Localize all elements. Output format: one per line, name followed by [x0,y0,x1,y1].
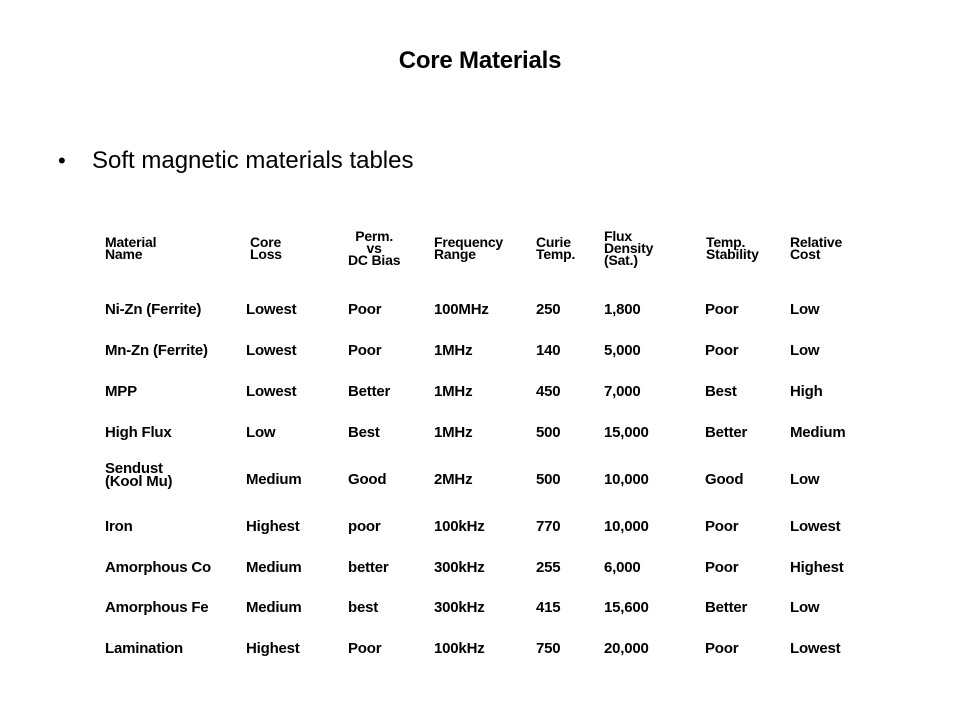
header-frequency-range [434,236,503,260]
cell-temp-stability: Good [705,471,744,488]
cell-frequency-range: 100MHz [434,301,489,318]
header-line: Relative [790,234,843,250]
cell-core-loss: Highest [246,518,300,535]
cell-temp-stability: Poor [705,518,739,535]
cell-material: Iron [105,518,133,535]
cell-frequency-range: 1MHz [434,383,473,400]
header-line: (Sat.) [604,252,638,268]
cell-line: Sendust [105,460,163,477]
header-perm-vs-dc-bias [348,230,400,266]
cell-frequency-range: 300kHz [434,599,485,616]
cell-material [105,462,172,488]
cell-frequency-range: 1MHz [434,342,473,359]
header-line: Material [105,234,157,250]
cell-line: (Kool Mu) [105,473,173,490]
cell-relative-cost: Lowest [790,518,841,535]
header-line: Range [434,246,476,262]
cell-frequency-range: 1MHz [434,424,473,441]
cell-flux-density: 7,000 [604,383,641,400]
cell-frequency-range: 300kHz [434,559,485,576]
cell-frequency-range: 2MHz [434,471,473,488]
cell-core-loss: Lowest [246,383,297,400]
cell-perm-vs-dc-bias: better [348,559,389,576]
bullet-text: Soft magnetic materials tables [92,147,414,174]
cell-temp-stability: Poor [705,559,739,576]
cell-curie-temp: 140 [536,342,561,359]
header-relative-cost [790,236,842,260]
cell-relative-cost: Low [790,599,820,616]
cell-curie-temp: 500 [536,471,561,488]
cell-flux-density: 15,000 [604,424,649,441]
cell-curie-temp: 500 [536,424,561,441]
cell-perm-vs-dc-bias: Poor [348,342,382,359]
cell-relative-cost: Lowest [790,640,841,657]
cell-curie-temp: 770 [536,518,561,535]
cell-core-loss: Medium [246,599,302,616]
cell-curie-temp: 255 [536,559,561,576]
cell-curie-temp: 415 [536,599,561,616]
header-line: Temp. [536,246,576,262]
cell-temp-stability: Poor [705,342,739,359]
cell-material: Amorphous Co [105,559,211,576]
cell-flux-density: 10,000 [604,518,649,535]
cell-perm-vs-dc-bias: Poor [348,301,382,318]
header-material [105,236,156,260]
cell-flux-density: 6,000 [604,559,641,576]
cell-curie-temp: 450 [536,383,561,400]
cell-flux-density: 1,800 [604,301,641,318]
cell-material: Lamination [105,640,184,657]
cell-material: Ni-Zn (Ferrite) [105,301,202,318]
cell-core-loss: Lowest [246,301,297,318]
cell-curie-temp: 250 [536,301,561,318]
cell-perm-vs-dc-bias: Good [348,471,387,488]
header-line: DC Bias [348,252,401,268]
cell-relative-cost: Highest [790,559,844,576]
bullet-item [58,147,413,175]
header-line: Perm. [355,228,394,244]
header-flux-density [604,230,653,266]
cell-perm-vs-dc-bias: poor [348,518,381,535]
cell-flux-density: 10,000 [604,471,649,488]
header-line: Name [105,246,143,262]
cell-temp-stability: Better [705,599,748,616]
cell-relative-cost: Low [790,301,820,318]
cell-core-loss: Lowest [246,342,297,359]
cell-material: MPP [105,383,137,400]
cell-relative-cost: Medium [790,424,846,441]
cell-temp-stability: Poor [705,640,739,657]
cell-relative-cost: Low [790,471,820,488]
cell-flux-density: 5,000 [604,342,641,359]
cell-perm-vs-dc-bias: Poor [348,640,382,657]
header-line: Density [604,240,654,256]
header-line: Frequency [434,234,503,250]
cell-core-loss: Medium [246,559,302,576]
header-line: vs [366,240,382,256]
header-line: Stability [706,246,759,262]
cell-temp-stability: Best [705,383,737,400]
cell-material: Mn-Zn (Ferrite) [105,342,208,359]
cell-perm-vs-dc-bias: best [348,599,379,616]
header-line: Loss [250,246,282,262]
cell-core-loss: Medium [246,471,302,488]
cell-frequency-range: 100kHz [434,518,485,535]
bullet-icon: • [58,148,66,173]
cell-curie-temp: 750 [536,640,561,657]
header-temp-stability [706,236,759,260]
cell-material: Amorphous Fe [105,599,209,616]
cell-flux-density: 15,600 [604,599,649,616]
cell-temp-stability: Better [705,424,748,441]
header-line: Temp. [706,234,746,250]
cell-perm-vs-dc-bias: Best [348,424,380,441]
cell-relative-cost: Low [790,342,820,359]
header-line: Cost [790,246,821,262]
cell-flux-density: 20,000 [604,640,649,657]
cell-core-loss: Highest [246,640,300,657]
header-line: Core [250,234,282,250]
cell-core-loss: Low [246,424,276,441]
cell-perm-vs-dc-bias: Better [348,383,391,400]
header-line: Flux [604,228,632,244]
cell-material: High Flux [105,424,172,441]
cell-temp-stability: Poor [705,301,739,318]
cell-relative-cost: High [790,383,823,400]
header-core-loss [250,236,282,260]
cell-frequency-range: 100kHz [434,640,485,657]
header-curie-temp [536,236,575,260]
header-line: Curie [536,234,571,250]
slide-title: Core Materials [398,47,562,74]
